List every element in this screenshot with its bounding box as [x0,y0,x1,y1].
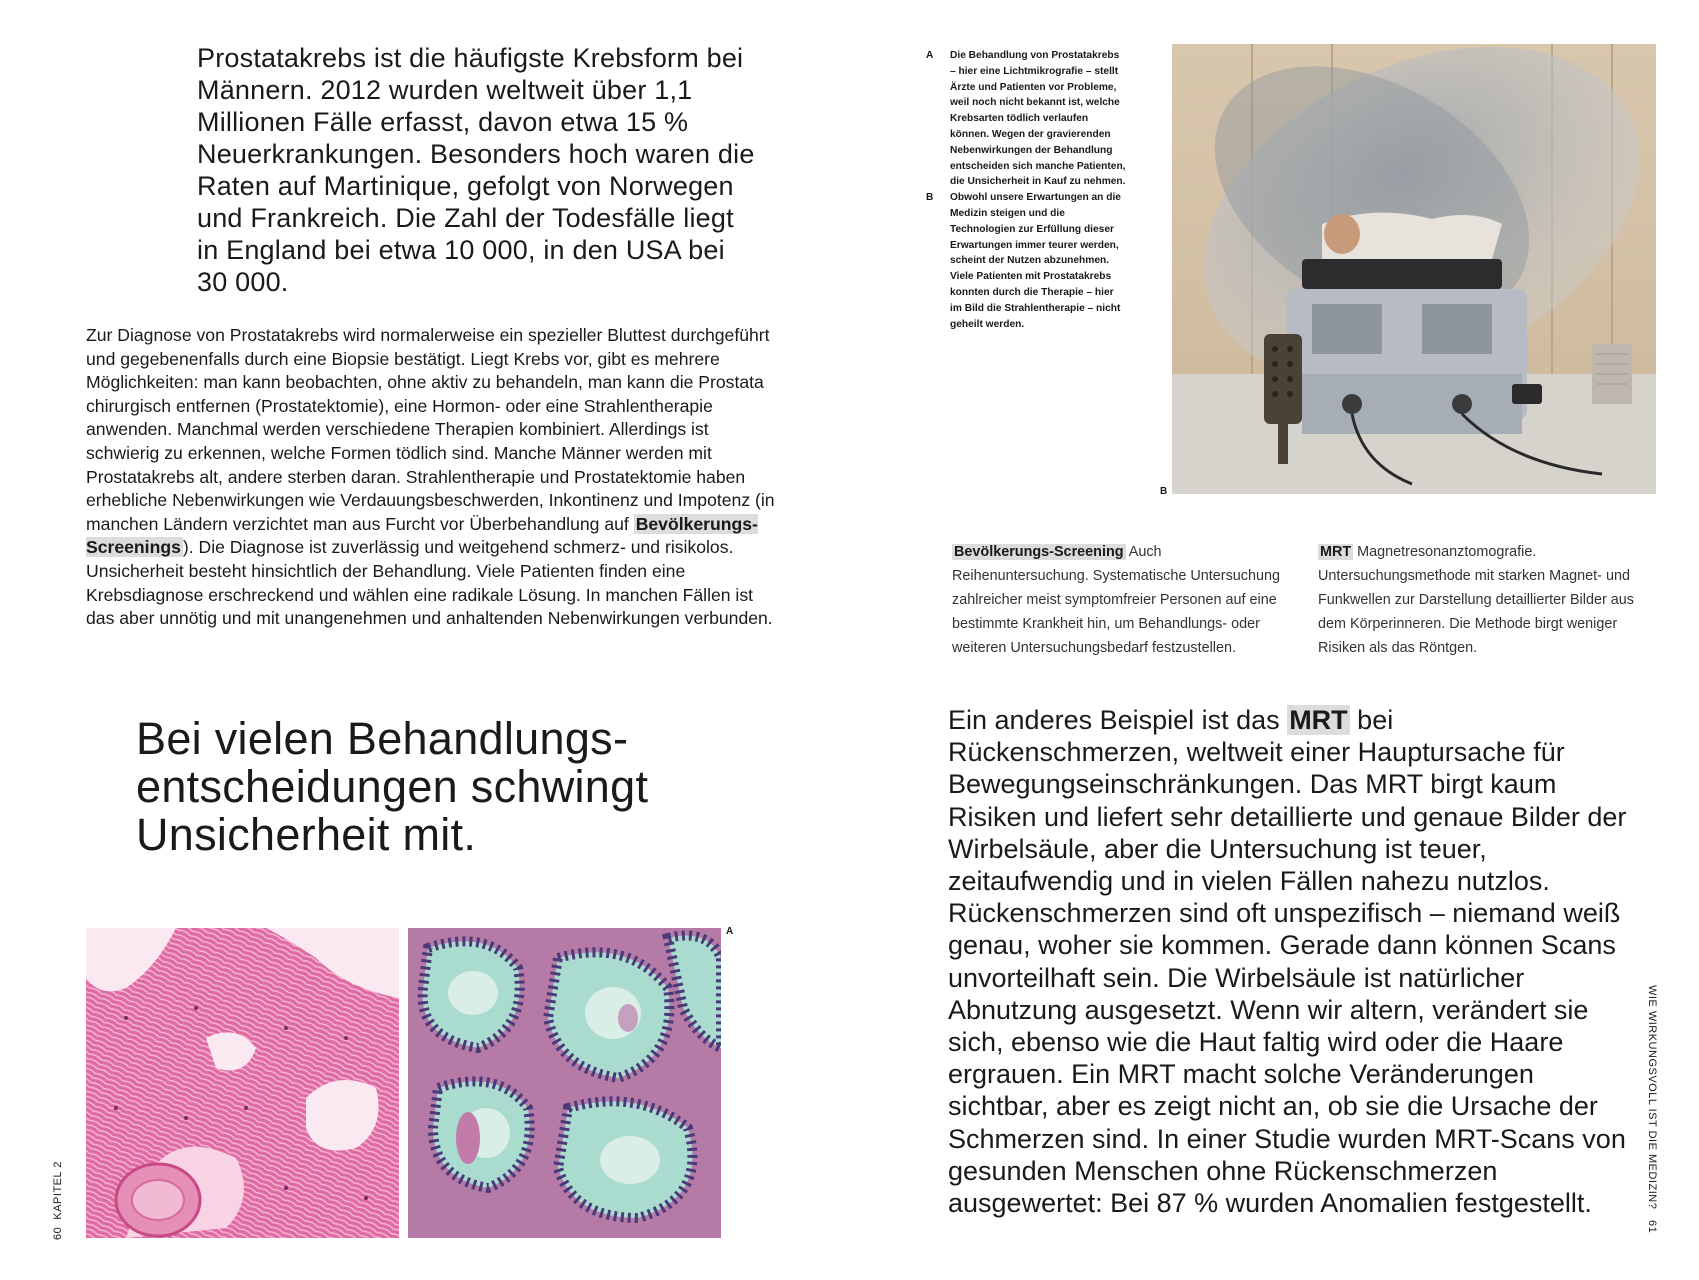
caption-b [926,190,1126,332]
glossary-term-mrt: MRT [1320,544,1352,560]
caption-a-text: Die Behandlung von Prostatakrebs – hier eine Lichtmikrografie – stellt Ärzte und Patienten vor Probleme, weil noch nicht bekannt ist, welche Krebsarten tödlich verlaufen können. Wegen der gravierenden Nebenwirkungen der Behandlung entscheiden sich manche Patienten, die Unsicherheit in Kauf zu nehmen. [950,50,1126,188]
page-number-right: 61 [1646,1219,1658,1234]
running-title: WIE WIRKUNGSVOLL IST DIE MEDIZIN? [1646,985,1658,1210]
image-label-a: A [726,926,734,937]
glossary-definition-mrt: Magnetresonanztomografie. Untersuchungsmethode mit starken Magnet- und Funkwellen zur Darstellung detaillierter Bilder aus dem Körperinneren. Die Methode birgt weniger Risiken als das Röntgen. [1318,544,1634,656]
right-body-text-1: Ein anderes Beispiel ist das [948,705,1288,735]
caption-a-letter: A [926,50,934,61]
intro-paragraph [197,42,757,298]
intro-text: Prostatakrebs ist die häufigste Krebsform bei Männern. 2012 wurden weltweit über 1,1 Millionen Fälle erfasst, davon etwa 15 % Neuerkrankungen. Besonders hoch waren die Raten auf Martinique, gefolgt von Norwegen und Frankreich. Die Zahl der Todesfälle liegt in England bei etwa 10 000, in den USA bei 30 000. [197,43,755,297]
folio-left [52,1161,64,1240]
left-body-text-2: ). Die Diagnose ist zuverlässig und weitgehend schmerz- und risikolos. Unsicherheit besteht hinsichtlich der Behandlung. Viele Patienten finden eine Krebsdiagnose erschreckend und wählen eine radikale Lösung. In manchen Fällen ist das aber unnötig und mit unangenehmen und anhaltenden Nebenwirkungen verbunden. [86,537,773,629]
right-body-paragraph [948,704,1628,1219]
glossary-definition-screening: Auch Reihenuntersuchung. Systematische Untersuchung zahlreicher meist symptomfreier Personen auf eine bestimmte Krankheit hin, um Behandlungs- oder weiteren Untersuchungsbedarf festzustellen. [952,544,1280,656]
micrograph-glands-image [408,928,721,1238]
figure-captions [926,48,1126,332]
glossary-entry-mrt [1318,540,1663,660]
glossary-link-screening[interactable]: Bevölkerungs-Screenings [86,513,758,558]
folio-right [1646,985,1658,1233]
caption-a [926,48,1126,190]
glossary-entry-screening [952,540,1297,660]
image-label-b: B [1160,486,1168,497]
caption-b-text: Obwohl unsere Erwartungen an die Medizin steigen und die Technologien zur Erfüllung dieser Erwartungen immer teurer werden, scheint der Nutzen abzunehmen. Viele Patienten mit Prostatakrebs konnten durch die Therapie – hier im Bild die Strahlentherapie – nicht geheilt werden. [950,192,1121,330]
left-body-paragraph [86,324,776,631]
caption-b-letter: B [926,192,934,204]
glossary-link-mrt[interactable]: MRT [1289,705,1348,735]
glossary-term-screening: Bevölkerungs-Screening [954,544,1124,560]
micrograph-he-image [86,928,399,1238]
pull-quote: Bei vielen Behandlungs-entscheidungen schwingt Unsicherheit mit. [136,713,649,860]
page-number-left: 60 [52,1226,64,1240]
left-body-text-1: Zur Diagnose von Prostatakrebs wird normalerweise ein spezieller Bluttest durchgeführt und gegebenenfalls durch eine Biopsie bestätigt. Liegt Krebs vor, gibt es mehrere Möglichkeiten: man kann beobachten, ohne aktiv zu behandeln, man kann die Prostata chirurgisch entfernen (Prostatektomie), eine Hormon- oder eine Strahlentherapie anwenden. Manchmal werden verschiedene Therapien kombiniert. Allerdings ist schwierig zu erkennen, welche Formen tödlich sind. Manche Männer werden mit Prostatakrebs alt, andere sterben daran. Strahlentherapie und Prostatektomie haben erhebliche Nebenwirkungen wie Verdauungsbeschwerden, Inkontinenz und Impotenz (in manchen Ländern verzichtet man aus Furcht vor Überbehandlung auf [86,325,775,534]
radiotherapy-photo [1172,44,1656,494]
right-body-text-2: bei Rückenschmerzen, weltweit einer Hauptursache für Bewegungseinschränkungen. Das MRT birgt kaum Risiken und liefert sehr detaillierte und genaue Bilder der Wirbelsäule, aber die Untersuchung ist teuer, zeitaufwendig und in vielen Fällen nahezu nutzlos. Rückenschmerzen sind oft unspezifisch – niemand weiß genau, woher sie kommen. Gerade dann können Scans unvorteilhaft sein. Die Wirbelsäule ist natürlicher Abnutzung ausgesetzt. Wenn wir altern, verändert sie sich, ebenso wie die Haut faltig wird oder die Haare ergrauen. Ein MRT macht solche Veränderungen sichtbar, aber es zeigt nicht an, ob sie die Ursache der Schmerzen sind. In einer Studie wurden MRT-Scans von gesunden Menschen ohne Rückenschmerzen ausgewertet: Bei 87 % wurden Anomalien festgestellt. [948,705,1627,1219]
chapter-label: KAPITEL 2 [52,1161,64,1220]
